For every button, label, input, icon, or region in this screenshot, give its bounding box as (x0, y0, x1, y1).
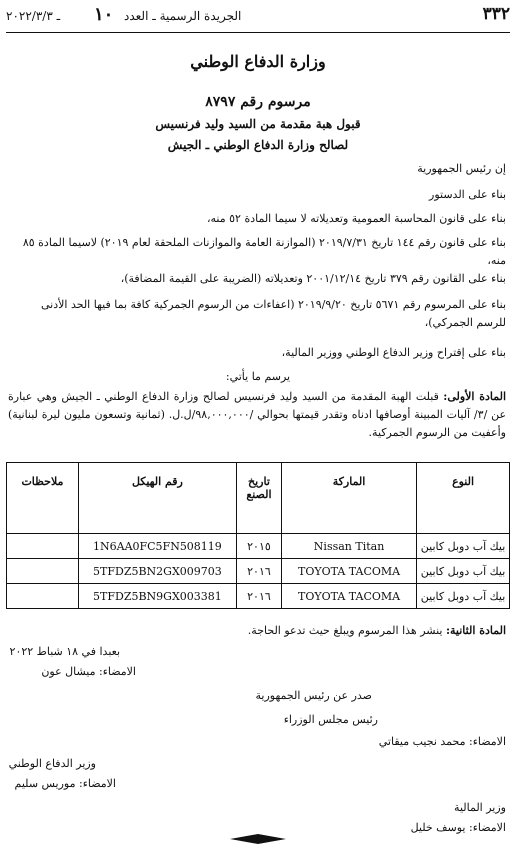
table-row (7, 534, 510, 559)
finance-minister-title: وزير المالية (454, 801, 506, 814)
signing-date: بعبدا في ١٨ شباط ٢٠٢٢ (9, 645, 120, 658)
col-notes: ملاحظات (7, 463, 79, 534)
defense-minister-title: وزير الدفاع الوطني (8, 757, 96, 770)
article-two-label: المادة الثانية: (445, 624, 506, 637)
preamble-constitution: بناء على الدستور (429, 188, 506, 201)
issue-number: ١٠ (94, 4, 114, 25)
defense-minister-signature: الامضاء: موريس سليم (14, 777, 116, 790)
preamble-law1: بناء على قانون المحاسبة العمومية وتعديلاته لا سيما المادة ٥٢ منه، (206, 212, 506, 225)
cell-type: بيك آب دوبل كابين (417, 584, 510, 609)
cell-year: ٢٠١٦ (236, 584, 281, 609)
decree-issues: يرسم ما يأتي: (225, 370, 291, 383)
preamble-law3: بناء على القانون رقم ٣٧٩ تاريخ ٢٠٠١/١٢/١٤ وتعديلاته (الضريبة على القيمة المضافة)، (120, 272, 506, 285)
cell-year: ٢٠١٦ (236, 559, 281, 584)
preamble-proposal: بناء على إقتراح وزير الدفاع الوطني ووزير المالية، (281, 346, 506, 359)
cell-type: بيك آب دوبل كابين (417, 559, 510, 584)
preamble-president: إن رئيس الجمهورية (417, 162, 506, 175)
article-two (8, 622, 506, 640)
issue-date: ـ ٢٠٢٢/٣/٣ (6, 9, 61, 23)
col-year: تاريخ الصنع (236, 463, 281, 534)
table-row (7, 584, 510, 609)
cell-brand: Nissan Titan (282, 534, 417, 559)
journal-name: الجريدة الرسمية ـ العدد (124, 9, 242, 23)
president-signature: الامضاء: ميشال عون (41, 665, 136, 678)
issued-by: صدر عن رئيس الجمهورية (255, 689, 372, 702)
vehicles-table (6, 462, 510, 609)
table-header-row (7, 463, 510, 534)
pm-signature: الامضاء: محمد نجيب ميقاتي (378, 735, 506, 748)
cell-brand: TOYOTA TACOMA (282, 559, 417, 584)
article-two-text: ينشر هذا المرسوم ويبلغ حيث تدعو الحاجة. (247, 624, 443, 637)
article-one (8, 388, 506, 442)
table-row (7, 559, 510, 584)
preamble-law2: بناء على قانون رقم ١٤٤ تاريخ ٢٠١٩/٧/٣١ (الموازنة العامة والموازنات الملحقة لعام ٢٠١٩) لاسيما المادة ٨٥ منه، (22, 236, 506, 267)
end-ornament-icon (230, 834, 286, 844)
col-type: النوع (417, 463, 510, 534)
pm-title: رئيس مجلس الوزراء (283, 713, 378, 726)
cell-brand: TOYOTA TACOMA (282, 584, 417, 609)
cell-chassis: 1N6AA0FC5FN508119 (78, 534, 236, 559)
finance-minister-signature: الامضاء: يوسف خليل (410, 821, 506, 834)
ministry-heading: وزارة الدفاع الوطني (190, 52, 326, 71)
decree-subject-line2: لصالح وزارة الدفاع الوطني ـ الجيش (167, 138, 349, 152)
page-number: ٣٣٢ (482, 4, 510, 24)
col-chassis: رقم الهيكل (78, 463, 236, 534)
article-one-label: المادة الأولى: (443, 390, 506, 403)
col-brand: الماركة (282, 463, 417, 534)
cell-notes (7, 559, 79, 584)
cell-notes (7, 584, 79, 609)
article-one-text: قبلت الهبة المقدمة من السيد وليد فرنسيس لصالح وزارة الدفاع الوطني ـ الجيش وهي عبارة عن /٣/ آليات المبينة أوصافها ادناه وتقدر قيمتها بحوالي /٩٨,٠٠٠,٠٠٠/ل.ل. (ثمانية وتسعون مليون ليرة لبنانية) وأعفيت من الرسوم الجمركية. (8, 390, 507, 439)
decree-title: مرسوم رقم ٨٧٩٧ (205, 94, 311, 110)
page-header (6, 6, 510, 33)
cell-type: بيك آب دوبل كابين (417, 534, 510, 559)
cell-notes (7, 534, 79, 559)
cell-chassis: 5TFDZ5BN9GX003381 (78, 584, 236, 609)
cell-year: ٢٠١٥ (236, 534, 281, 559)
preamble-decree: بناء على المرسوم رقم ٥٦٧١ تاريخ ٢٠١٩/٩/٢٠ (اعفاءات من الرسوم الجمركية كافة بما فيها الحد الأدنى للرسم الجمركي)، (41, 298, 506, 329)
cell-chassis: 5TFDZ5BN2GX009703 (78, 559, 236, 584)
decree-subject-line1: قبول هبة مقدمة من السيد وليد فرنسيس (155, 117, 361, 131)
